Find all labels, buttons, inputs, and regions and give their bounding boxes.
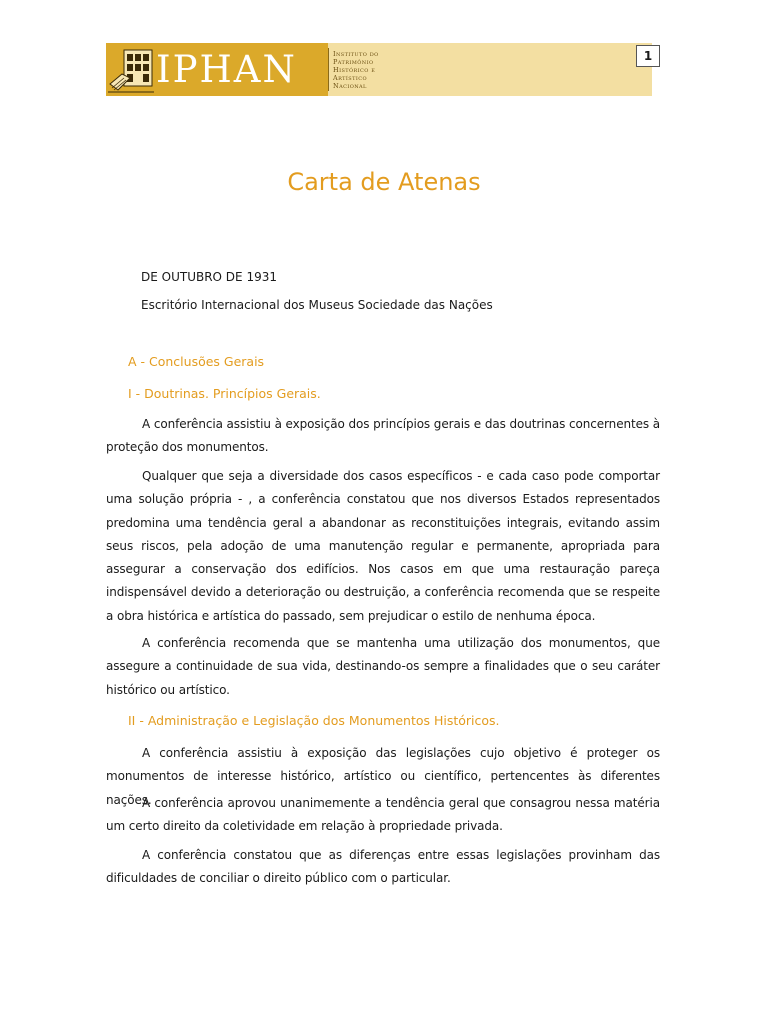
- document-date: DE OUTUBRO DE 1931: [141, 270, 277, 284]
- paragraph: A conferência recomenda que se mantenha uma utilização dos monumentos, que assegure a continuidade de sua vida, destinando-os sempre a finalidades que o seu caráter histórico ou artístico.: [106, 636, 660, 697]
- paragraph: A conferência aprovou unanimemente a tendência geral que consagrou nessa matéria um certo direito da coletividade em relação à propriedade privada.: [106, 796, 660, 834]
- paragraph: A conferência assistiu à exposição dos princípios gerais e das doutrinas concernentes à proteção dos monumentos.: [106, 417, 660, 455]
- document-title: Carta de Atenas: [287, 168, 481, 196]
- building-emblem-icon: [108, 44, 156, 95]
- logo-subtitle-line: Patrimônio: [333, 58, 374, 66]
- logo-subtitle-line: Nacional: [333, 82, 367, 90]
- section-heading-ii: II - Administração e Legislação dos Monumentos Históricos.: [128, 713, 500, 728]
- logo-subtitle: [333, 50, 379, 90]
- page-number: 1: [636, 45, 660, 67]
- logo-wordmark: IPHAN: [156, 48, 297, 91]
- paragraph: Qualquer que seja a diversidade dos casos específicos - e cada caso pode comportar uma solução própria - , a conferência constatou que nos diversos Estados representados predomina uma tendência geral a abandonar as reconstituições integrais, evitando assim seus riscos, pela adoção de uma manutenção regular e permanente, apropriada para assegurar a conservação dos edifícios. Nos casos em que uma restauração pareça indispensável devido a deterioração ou destruição, a conferência recomenda que se respeite a obra histórica e artística do passado, sem prejudicar o estilo de nenhuma época.: [106, 469, 660, 623]
- logo-subtitle-line: Artístico: [333, 74, 367, 82]
- section-heading-a: A - Conclusões Gerais: [128, 354, 265, 369]
- paragraph: A conferência constatou que as diferenças entre essas legislações provinham das dificuldades de conciliar o direito público com o particular.: [106, 848, 660, 886]
- document-issuer: Escritório Internacional dos Museus Sociedade das Nações: [141, 298, 493, 312]
- logo-divider: [328, 48, 329, 91]
- logo-subtitle-line: Histórico e: [333, 66, 376, 74]
- paragraph: A conferência assistiu à exposição das legislações cujo objetivo é proteger os monumentos de interesse histórico, artístico ou científico, pertencentes às diferentes nações.: [106, 746, 660, 807]
- section-heading-i: I - Doutrinas. Princípios Gerais.: [128, 386, 321, 401]
- logo-subtitle-line: Instituto do: [333, 50, 379, 58]
